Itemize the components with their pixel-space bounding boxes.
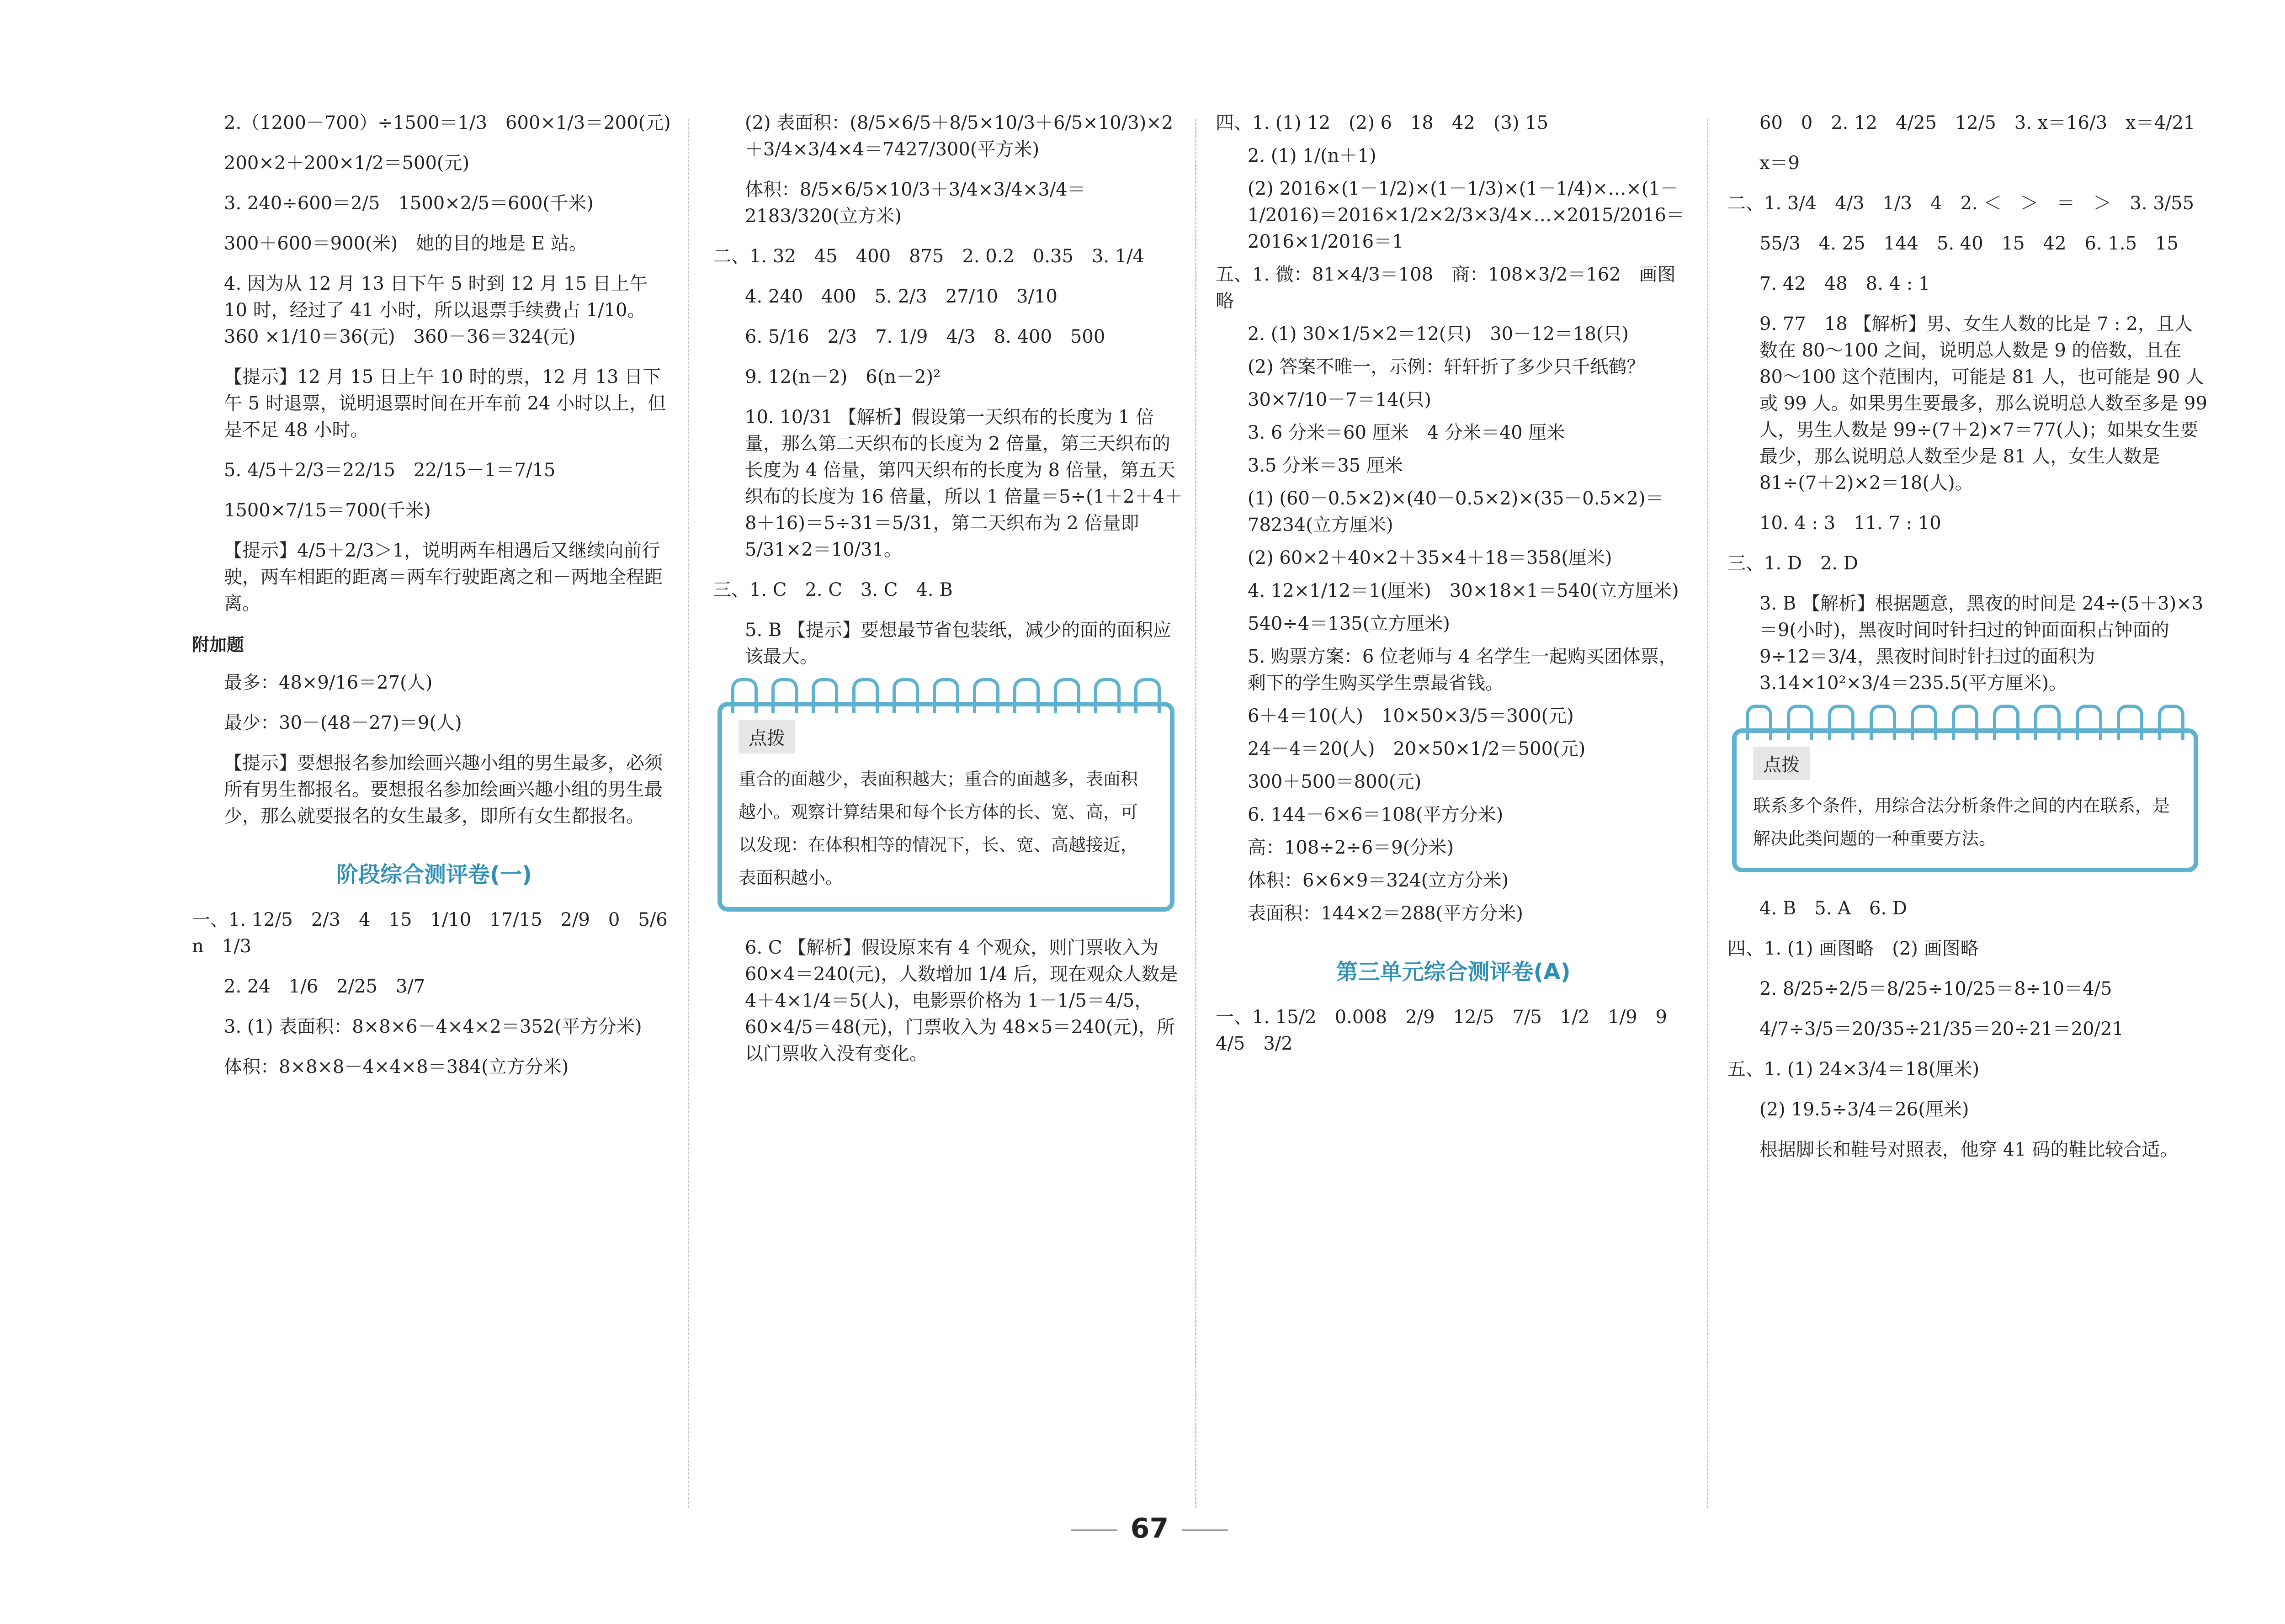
answer-line: 10. 10/31 【解析】假设第一天织布的长度为 1 倍量，那么第二天织布的长度为 2 倍量，第三天织布的长度为 4 倍量，第四天织布的长度为 8 倍量，第五天织布的长度为 16 倍量，所以 1 倍量＝5÷(1＋2＋4＋8＋16)＝5÷31＝5/31，第二天织布为 2 倍量即 5/31×2＝10/31。 xyxy=(745,407,1183,560)
answer-line: 五、1. (1) 24×3/4＝18(厘米) xyxy=(1727,1059,1980,1080)
tip-tag: 点拨 xyxy=(1753,747,1810,780)
column-2 xyxy=(713,110,1184,1081)
answer-line: x＝9 xyxy=(1759,153,1800,174)
ring-icon xyxy=(2034,705,2061,740)
notebook-rings xyxy=(731,678,1161,715)
ring-icon xyxy=(1911,705,1937,740)
answer-line: (2) 60×2＋40×2＋35×4＋18＝358(厘米) xyxy=(1248,547,1612,568)
answer-line: 五、1. 微：81×4/3＝108 商：108×3/2＝162 画图略 xyxy=(1216,264,1676,312)
answer-line: 3. 6 分米＝60 厘米 4 分米＝40 厘米 xyxy=(1248,422,1565,443)
answer-line: (2) 表面积：(8/5×6/5＋8/5×10/3＋6/5×10/3)×2＋3/4×3/4×4＝7427/300(平方米) xyxy=(745,112,1174,160)
answer-line: 体积：8/5×6/5×10/3＋3/4×3/4×3/4＝2183/320(立方米) xyxy=(745,179,1086,227)
hint-line: 【提示】要想报名参加绘画兴趣小组的男生最多，必须所有男生都报名。要想报名参加绘画兴趣小组的男生最少，那么就要报名的女生最多，即所有女生都报名。 xyxy=(224,753,663,827)
answer-line: 二、1. 3/4 4/3 1/3 4 2. ＜ ＞ ＝ ＞ 3. 3/55 xyxy=(1727,193,2195,214)
extra-question-label: 附加题 xyxy=(192,635,244,655)
answer-line: 一、1. 15/2 0.008 2/9 12/5 7/5 1/2 1/9 9 4/5 3/2 xyxy=(1216,1007,1685,1054)
ring-icon xyxy=(1094,678,1121,713)
ring-icon xyxy=(1134,678,1161,713)
tip-text: 重合的面越少，表面积越大；重合的面越多，表面积越小。观察计算结果和每个长方体的长、宽、高，可以发现：在体积相等的情况下，长、宽、高越接近，表面积越小。 xyxy=(739,769,1138,888)
answer-line: 5. 购票方案：6 位老师与 4 名学生一起购买团体票，剩下的学生购买学生票最省钱。 xyxy=(1248,646,1677,694)
answer-line: 6. C 【解析】假设原来有 4 个观众，则门票收入为 60×4＝240(元)，人数增加 1/4 后，现在观众人数是 4＋4×1/4＝5(人)，电影票价格为 1－1/5＝4/5，60×4/5＝48(元)，门票收入为 48×5＝240(元)，所以门票收入没有变化。 xyxy=(745,937,1178,1064)
column-3 xyxy=(1216,110,1691,1071)
answer-line: 4/7÷3/5＝20/35÷21/35＝20÷21＝20/21 xyxy=(1759,1019,2124,1040)
answer-line: 2.（1200－700）÷1500＝1/3 600×1/3＝200(元) xyxy=(224,112,671,133)
answer-line: 5. B 【提示】要想最节省包装纸，减少的面的面积应该最大。 xyxy=(745,620,1171,667)
answer-line: 四、1. (1) 画图略 (2) 画图略 xyxy=(1727,938,1979,959)
answer-line: 9. 12(n－2) 6(n－2)² xyxy=(745,366,941,387)
answer-line: 6＋4＝10(人) 10×50×3/5＝300(元) xyxy=(1248,706,1574,727)
answer-line: 3.5 分米＝35 厘米 xyxy=(1248,455,1403,476)
ring-icon xyxy=(1993,705,2019,740)
ring-icon xyxy=(852,678,879,713)
tip-tag: 点拨 xyxy=(739,720,795,754)
ring-icon xyxy=(2158,705,2184,740)
answer-line: 3. (1) 表面积：8×8×6－4×4×2＝352(平方分米) xyxy=(224,1016,642,1037)
column-divider xyxy=(1195,119,1196,1508)
answer-line: 二、1. 32 45 400 875 2. 0.2 0.35 3. 1/4 xyxy=(713,246,1145,267)
answer-line: 2. (1) 30×1/5×2＝12(只) 30－12＝18(只) xyxy=(1248,324,1629,345)
answer-line: 最少：30－(48－27)＝9(人) xyxy=(224,712,462,733)
answer-line: 200×2＋200×1/2＝500(元) xyxy=(224,153,470,174)
answer-line: 4. 12×1/12＝1(厘米) 30×18×1＝540(立方厘米) xyxy=(1248,580,1679,601)
answer-line: 根据脚长和鞋号对照表，他穿 41 码的鞋比较合适。 xyxy=(1759,1139,2179,1160)
tip-notebook xyxy=(1732,728,2198,872)
answer-line: (2) 2016×(1－1/2)×(1－1/3)×(1－1/4)×…×(1－1/2016)＝2016×1/2×2/3×3/4×…×2015/2016＝2016×1/2016＝1 xyxy=(1248,178,1685,252)
ring-icon xyxy=(771,678,798,713)
answer-line: 三、1. D 2. D xyxy=(1727,553,1858,574)
answer-line: 1500×7/15＝700(千米) xyxy=(224,500,431,521)
answer-line: 9. 77 18 【解析】男、女生人数的比是 7 : 2，且人数在 80～100 之间，说明总人数是 9 的倍数，且在 80～100 这个范围内，可能是 81 人，也可能是 90 人或 99 人。如果男生要最多，那么说明总人数至多是 99 人，男生人数是 99÷(7＋2)×7＝77(人)；如果女生要最少，那么说明总人数至少是 81 人，女生人数是 81÷(7＋2)×2＝18(人)。 xyxy=(1759,313,2207,494)
answer-line: 三、1. C 2. C 3. C 4. B xyxy=(713,579,953,600)
section-title: 第三单元综合测评卷(A) xyxy=(1336,959,1571,985)
answer-line: 3. B 【解析】根据题意，黑夜的时间是 24÷(5＋3)×3＝9(小时)，黑夜时间时针扫过的钟面面积占钟面的 9÷12＝3/4，黑夜时间时针扫过的面积为 3.14×10²×3/4＝235.5(平方厘米)。 xyxy=(1759,593,2204,694)
answer-line: 300＋500＝800(元) xyxy=(1248,771,1422,792)
answer-line: 540÷4＝135(立方厘米) xyxy=(1248,613,1450,634)
column-divider xyxy=(688,119,689,1508)
column-4 xyxy=(1727,110,2207,1177)
answer-line: 体积：6×6×9＝324(立方分米) xyxy=(1248,870,1509,891)
ring-icon xyxy=(731,678,758,713)
answer-line: 6. 5/16 2/3 7. 1/9 4/3 8. 400 500 xyxy=(745,326,1105,347)
ring-icon xyxy=(1746,705,1772,740)
notebook-rings xyxy=(1746,705,2184,741)
answer-line: 2. (1) 1/(n＋1) xyxy=(1248,145,1376,166)
ring-icon xyxy=(1870,705,1896,740)
ring-icon xyxy=(812,678,838,713)
answer-line: 10. 4 : 3 11. 7 : 10 xyxy=(1759,513,1941,534)
column-1 xyxy=(192,110,676,1094)
answer-line: 60 0 2. 12 4/25 12/5 3. x＝16/3 x＝4/21 xyxy=(1759,112,2195,133)
answer-line: 2. 24 1/6 2/25 3/7 xyxy=(224,976,425,997)
tip-notebook xyxy=(717,702,1174,912)
answer-line: (2) 19.5÷3/4＝26(厘米) xyxy=(1759,1099,1969,1120)
answer-line: 55/3 4. 25 144 5. 40 15 42 6. 1.5 15 xyxy=(1759,233,2179,254)
answer-line: 24－4＝20(人) 20×50×1/2＝500(元) xyxy=(1248,738,1586,759)
ring-icon xyxy=(1828,705,1855,740)
answer-line: 2. 8/25÷2/5＝8/25÷10/25＝8÷10＝4/5 xyxy=(1759,978,2112,999)
answer-line: 3. 240÷600＝2/5 1500×2/5＝600(千米) xyxy=(224,193,594,214)
answer-line: (1) (60－0.5×2)×(40－0.5×2)×(35－0.5×2)＝78234(立方厘米) xyxy=(1248,488,1664,536)
answer-line: 4. 因为从 12 月 13 日下午 5 时到 12 月 15 日上午 10 时，经过了 41 小时，所以退票手续费占 1/10。360 ×1/10＝36(元) 360－36＝324(元) xyxy=(224,273,648,347)
page-number: 67 xyxy=(0,1513,2285,1544)
ring-icon xyxy=(893,678,919,713)
answer-line: 体积：8×8×8－4×4×8＝384(立方分米) xyxy=(224,1056,569,1077)
ring-icon xyxy=(973,678,999,713)
answer-line: 4. B 5. A 6. D xyxy=(1759,898,1907,919)
ring-icon xyxy=(1054,678,1080,713)
answer-line: 最多：48×9/16＝27(人) xyxy=(224,672,433,693)
answer-line: 7. 42 48 8. 4 : 1 xyxy=(1759,273,1930,294)
ring-icon xyxy=(1952,705,1978,740)
answer-line: 表面积：144×2＝288(平方分米) xyxy=(1248,903,1523,924)
ring-icon xyxy=(1013,678,1040,713)
answer-line: 一、1. 12/5 2/3 4 15 1/10 17/15 2/9 0 5/6 n 1/3 xyxy=(192,909,668,957)
answer-line: (2) 答案不唯一，示例：轩轩折了多少只千纸鹤？ xyxy=(1248,356,1645,377)
answer-line: 300＋600＝900(米) 她的目的地是 E 站。 xyxy=(224,233,587,254)
section-title: 阶段综合测评卷(一) xyxy=(336,862,532,887)
answer-line: 30×7/10－7＝14(只) xyxy=(1248,389,1431,410)
ring-icon xyxy=(2117,705,2143,740)
hint-line: 【提示】4/5＋2/3＞1，说明两车相遇后又继续向前行驶，两车相距的距离＝两车行驶距离之和－两地全程距离。 xyxy=(224,540,663,614)
ring-icon xyxy=(1787,705,1813,740)
answer-line: 4. 240 400 5. 2/3 27/10 3/10 xyxy=(745,286,1057,307)
answer-line: 6. 144－6×6＝108(平方分米) xyxy=(1248,804,1504,825)
ring-icon xyxy=(933,678,959,713)
answer-line: 四、1. (1) 12 (2) 6 18 42 (3) 15 xyxy=(1216,112,1549,133)
answer-line: 高：108÷2÷6＝9(分米) xyxy=(1248,837,1454,858)
tip-text: 联系多个条件，用综合法分析条件之间的内在联系，是解决此类问题的一种重要方法。 xyxy=(1753,796,2170,849)
column-divider xyxy=(1707,119,1708,1508)
hint-line: 【提示】12 月 15 日上午 10 时的票，12 月 13 日下午 5 时退票，说明退票时间在开车前 24 小时以上，但是不足 48 小时。 xyxy=(224,366,666,440)
ring-icon xyxy=(2076,705,2102,740)
answer-line: 5. 4/5＋2/3＝22/15 22/15－1＝7/15 xyxy=(224,460,556,481)
